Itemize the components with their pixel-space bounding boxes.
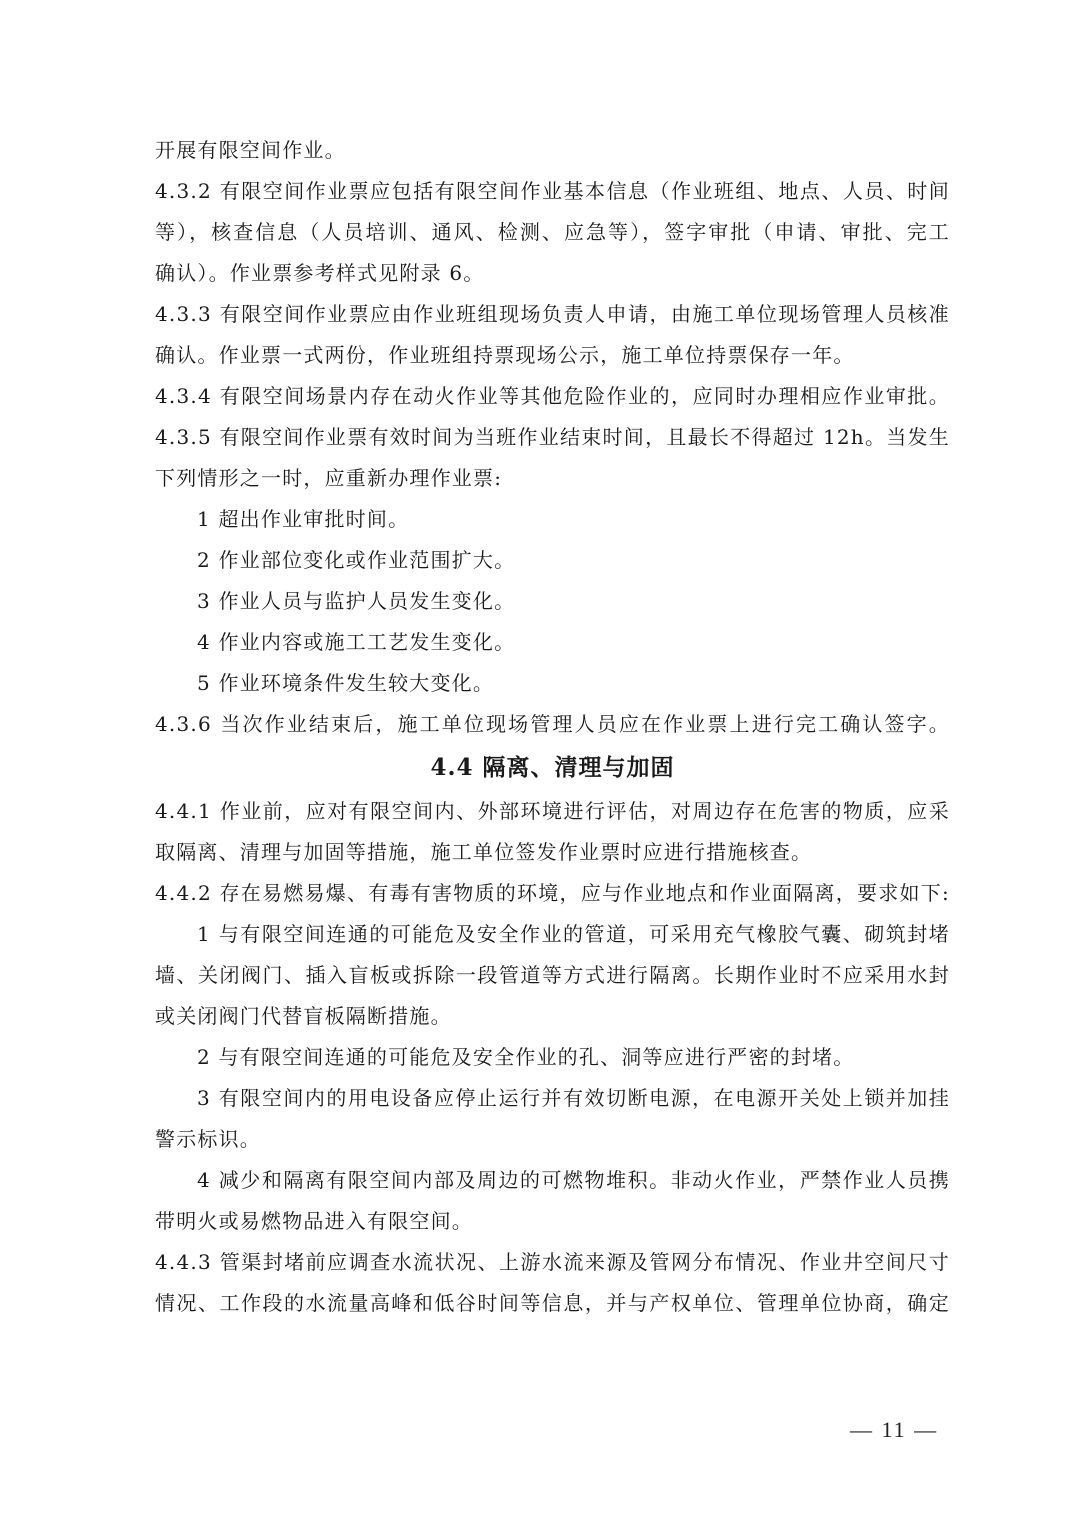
- page-number: — 11 —: [850, 1417, 939, 1442]
- list-item: 1 与有限空间连通的可能危及安全作业的管道，可采用充气橡胶气囊、砌筑封堵: [197, 922, 950, 946]
- text-line: 4.4.1 作业前，应对有限空间内、外部环境进行评估，对周边存在危害的物质，应采: [155, 799, 950, 823]
- text-line: 情况、工作段的水流量高峰和低谷时间等信息，并与产权单位、管理单位协商，确定: [155, 1291, 950, 1315]
- text-line: 开展有限空间作业。: [155, 138, 346, 162]
- text-line: 等），核查信息（人员培训、通风、检测、应急等），签字审批（申请、审批、完工: [155, 220, 950, 244]
- text-line: 4.4.2 存在易燃易爆、有毒有害物质的环境，应与作业地点和作业面隔离，要求如下:: [155, 881, 950, 905]
- text-line: 4.3.4 有限空间场景内存在动火作业等其他危险作业的，应同时办理相应作业审批。: [155, 384, 950, 408]
- text-line: 确认。作业票一式两份，作业班组持票现场公示，施工单位持票保存一年。: [155, 343, 855, 367]
- list-item: 4 减少和隔离有限空间内部及周边的可燃物堆积。非动火作业，严禁作业人员携: [197, 1168, 950, 1192]
- text-line: 墙、关闭阀门、插入盲板或拆除一段管道等方式进行隔离。长期作业时不应采用水封: [155, 963, 950, 987]
- text-line: 4.4.3 管渠封堵前应调查水流状况、上游水流来源及管网分布情况、作业井空间尺寸: [155, 1250, 950, 1274]
- text-line: 警示标识。: [155, 1127, 261, 1151]
- text-line: 确认）。作业票参考样式见附录 6。: [155, 261, 485, 285]
- list-item: 4 作业内容或施工工艺发生变化。: [197, 630, 516, 654]
- text-line: 取隔离、清理与加固等措施，施工单位签发作业票时应进行措施核查。: [155, 840, 813, 864]
- text-line: 或关闭阀门代替盲板隔断措施。: [155, 1004, 452, 1028]
- text-line: 带明火或易燃物品进入有限空间。: [155, 1209, 473, 1233]
- text-line: 4.3.5 有限空间作业票有效时间为当班作业结束时间，且最长不得超过 12h。当发生: [155, 425, 950, 449]
- text-line: 4.3.2 有限空间作业票应包括有限空间作业基本信息（作业班组、地点、人员、时间: [155, 179, 950, 203]
- list-item: 5 作业环境条件发生较大变化。: [197, 671, 495, 695]
- document-page: [155, 130, 950, 1324]
- text-line: 4.3.6 当次作业结束后，施工单位现场管理人员应在作业票上进行完工确认签字。: [155, 712, 950, 736]
- list-item: 1 超出作业审批时间。: [197, 507, 410, 531]
- section-heading: 4.4 隔离、清理与加固: [430, 754, 675, 781]
- list-item: 2 与有限空间连通的可能危及安全作业的孔、洞等应进行严密的封堵。: [197, 1045, 855, 1069]
- text-line: 下列情形之一时，应重新办理作业票:: [155, 466, 503, 490]
- list-item: 3 作业人员与监护人员发生变化。: [197, 589, 516, 613]
- list-item: 3 有限空间内的用电设备应停止运行并有效切断电源，在电源开关处上锁并加挂: [197, 1086, 950, 1110]
- text-line: 4.3.3 有限空间作业票应由作业班组现场负责人申请，由施工单位现场管理人员核准: [155, 302, 950, 326]
- list-item: 2 作业部位变化或作业范围扩大。: [197, 548, 516, 572]
